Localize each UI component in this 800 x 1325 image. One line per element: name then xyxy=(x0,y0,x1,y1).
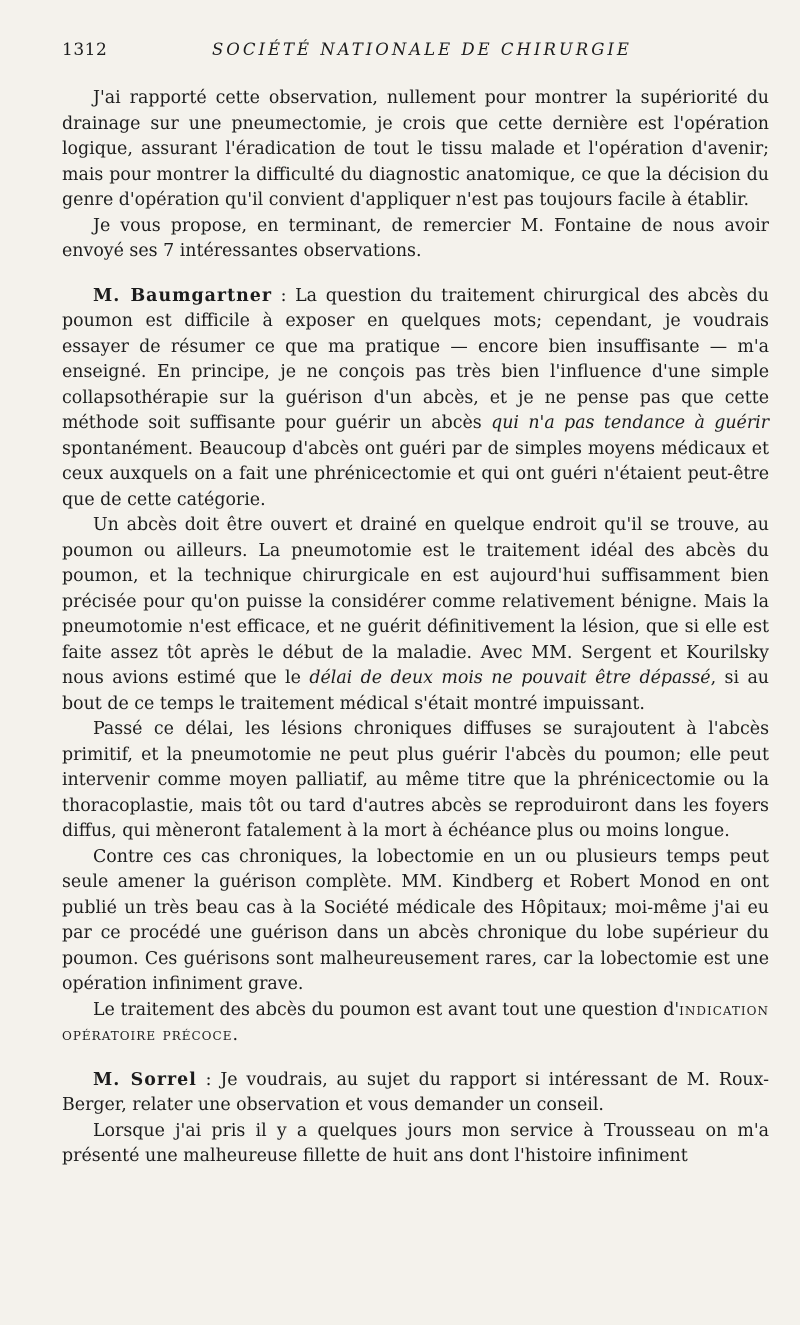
paragraph xyxy=(62,998,769,1049)
paragraph xyxy=(62,284,769,514)
paragraph-text: spontanément. Beaucoup d'abcès ont guéri par de simples moyens médicaux et ceux auxquels on a fait une phrénicectomie et qui ont guéri n'étaient peut-être que de cette catégorie. xyxy=(62,438,769,510)
paragraph xyxy=(62,1068,769,1119)
paragraph-text: . xyxy=(232,1025,238,1045)
italic-phrase: qui n'a pas tendance à guérir xyxy=(491,413,770,433)
paragraph: Je vous propose, en terminant, de remercier M. Fontaine de nous avoir envoyé ses 7 intéressantes observations. xyxy=(62,215,769,261)
paragraph-text: : La question du traitement chirurgical des abcès du poumon est difficile à exposer en quelques mots; cependant, je voudrais essayer de résumer ce que ma pratique — encore bien insuffisante — m'a enseigné. En principe, je ne conçois pas très bien l'influence d'une simple collapsothérapie sur la guérison d'un abcès, et je ne pense pas que cette méthode soit suffisante pour guérir un abcès xyxy=(62,285,769,433)
paragraph: Passé ce délai, les lésions chroniques diffuses se surajoutent à l'abcès primitif, et la pneumotomie ne peut plus guérir l'abcès du poumon; elle peut intervenir comme moyen palliatif, au même titre que la phrénicectomie ou la thoracoplastie, mais tôt ou tard d'autres abcès se reproduiront dans les foyers diffus, qui mèneront fatalement à la mort à échéance plus ou moins longue. xyxy=(62,719,769,841)
small-caps-phrase: indication opératoire précoce xyxy=(62,999,769,1045)
running-header xyxy=(62,40,760,68)
page-number: 1312 xyxy=(62,40,108,60)
paragraph-text: : Je voudrais, au sujet du rapport si intéressant de M. Roux-Berger, relater une observation et vous demander un conseil. xyxy=(62,1069,769,1115)
paragraph: Contre ces cas chroniques, la lobectomie en un ou plusieurs temps peut seule amener la guérison complète. MM. Kindberg et Robert Monod en ont publié un très beau cas à la Société médicale des Hôpitaux; moi-même j'ai eu par ce procédé une guérison dans un abcès chronique du lobe supérieur du poumon. Ces guérisons sont malheureusement rares, car la lobectomie est une opération infiniment grave. xyxy=(62,846,769,994)
body-text xyxy=(62,86,769,1170)
paragraph: Lorsque j'ai pris il y a quelques jours mon service à Trousseau on m'a présenté une malheureuse fillette de huit ans dont l'histoire infiniment xyxy=(62,1120,769,1166)
journal-title: SOCIÉTÉ NATIONALE DE CHIRURGIE xyxy=(212,40,632,59)
paragraph xyxy=(62,513,769,717)
paragraph-text: Le traitement des abcès du poumon est avant tout une question d' xyxy=(93,999,680,1020)
paragraph-text: , si au bout de ce temps le traitement médical s'était montré impuissant. xyxy=(62,668,770,714)
italic-phrase: délai de deux mois ne pouvait être dépassé xyxy=(309,668,711,688)
paragraph: J'ai rapporté cette observation, nullement pour montrer la supériorité du drainage sur une pneumectomie, je crois que cette dernière est l'opération logique, assurant l'éradication de tout le tissu malade et l'opération d'avenir; mais pour montrer la difficulté du diagnostic anatomique, ce que la décision du genre d'opération qu'il convient d'appliquer n'est pas toujours facile à établir. xyxy=(62,88,769,210)
speaker-name: M. Sorrel xyxy=(93,1069,197,1090)
paragraph-text: Un abcès doit être ouvert et drainé en quelque endroit qu'il se trouve, au poumon ou ailleurs. La pneumotomie est le traitement idéal des abcès du poumon, et la technique chirurgicale en est aujourd'hui suffisamment bien précisée pour qu'on puisse la considérer comme relativement bénigne. Mais la pneumotomie n'est efficace, et ne guérit définitivement la lésion, que si elle est faite assez tôt après le début de la maladie. Avec MM. Sergent et Kourilsky nous avions estimé que le xyxy=(62,515,769,688)
speaker-name: M. Baumgartner xyxy=(93,285,272,306)
